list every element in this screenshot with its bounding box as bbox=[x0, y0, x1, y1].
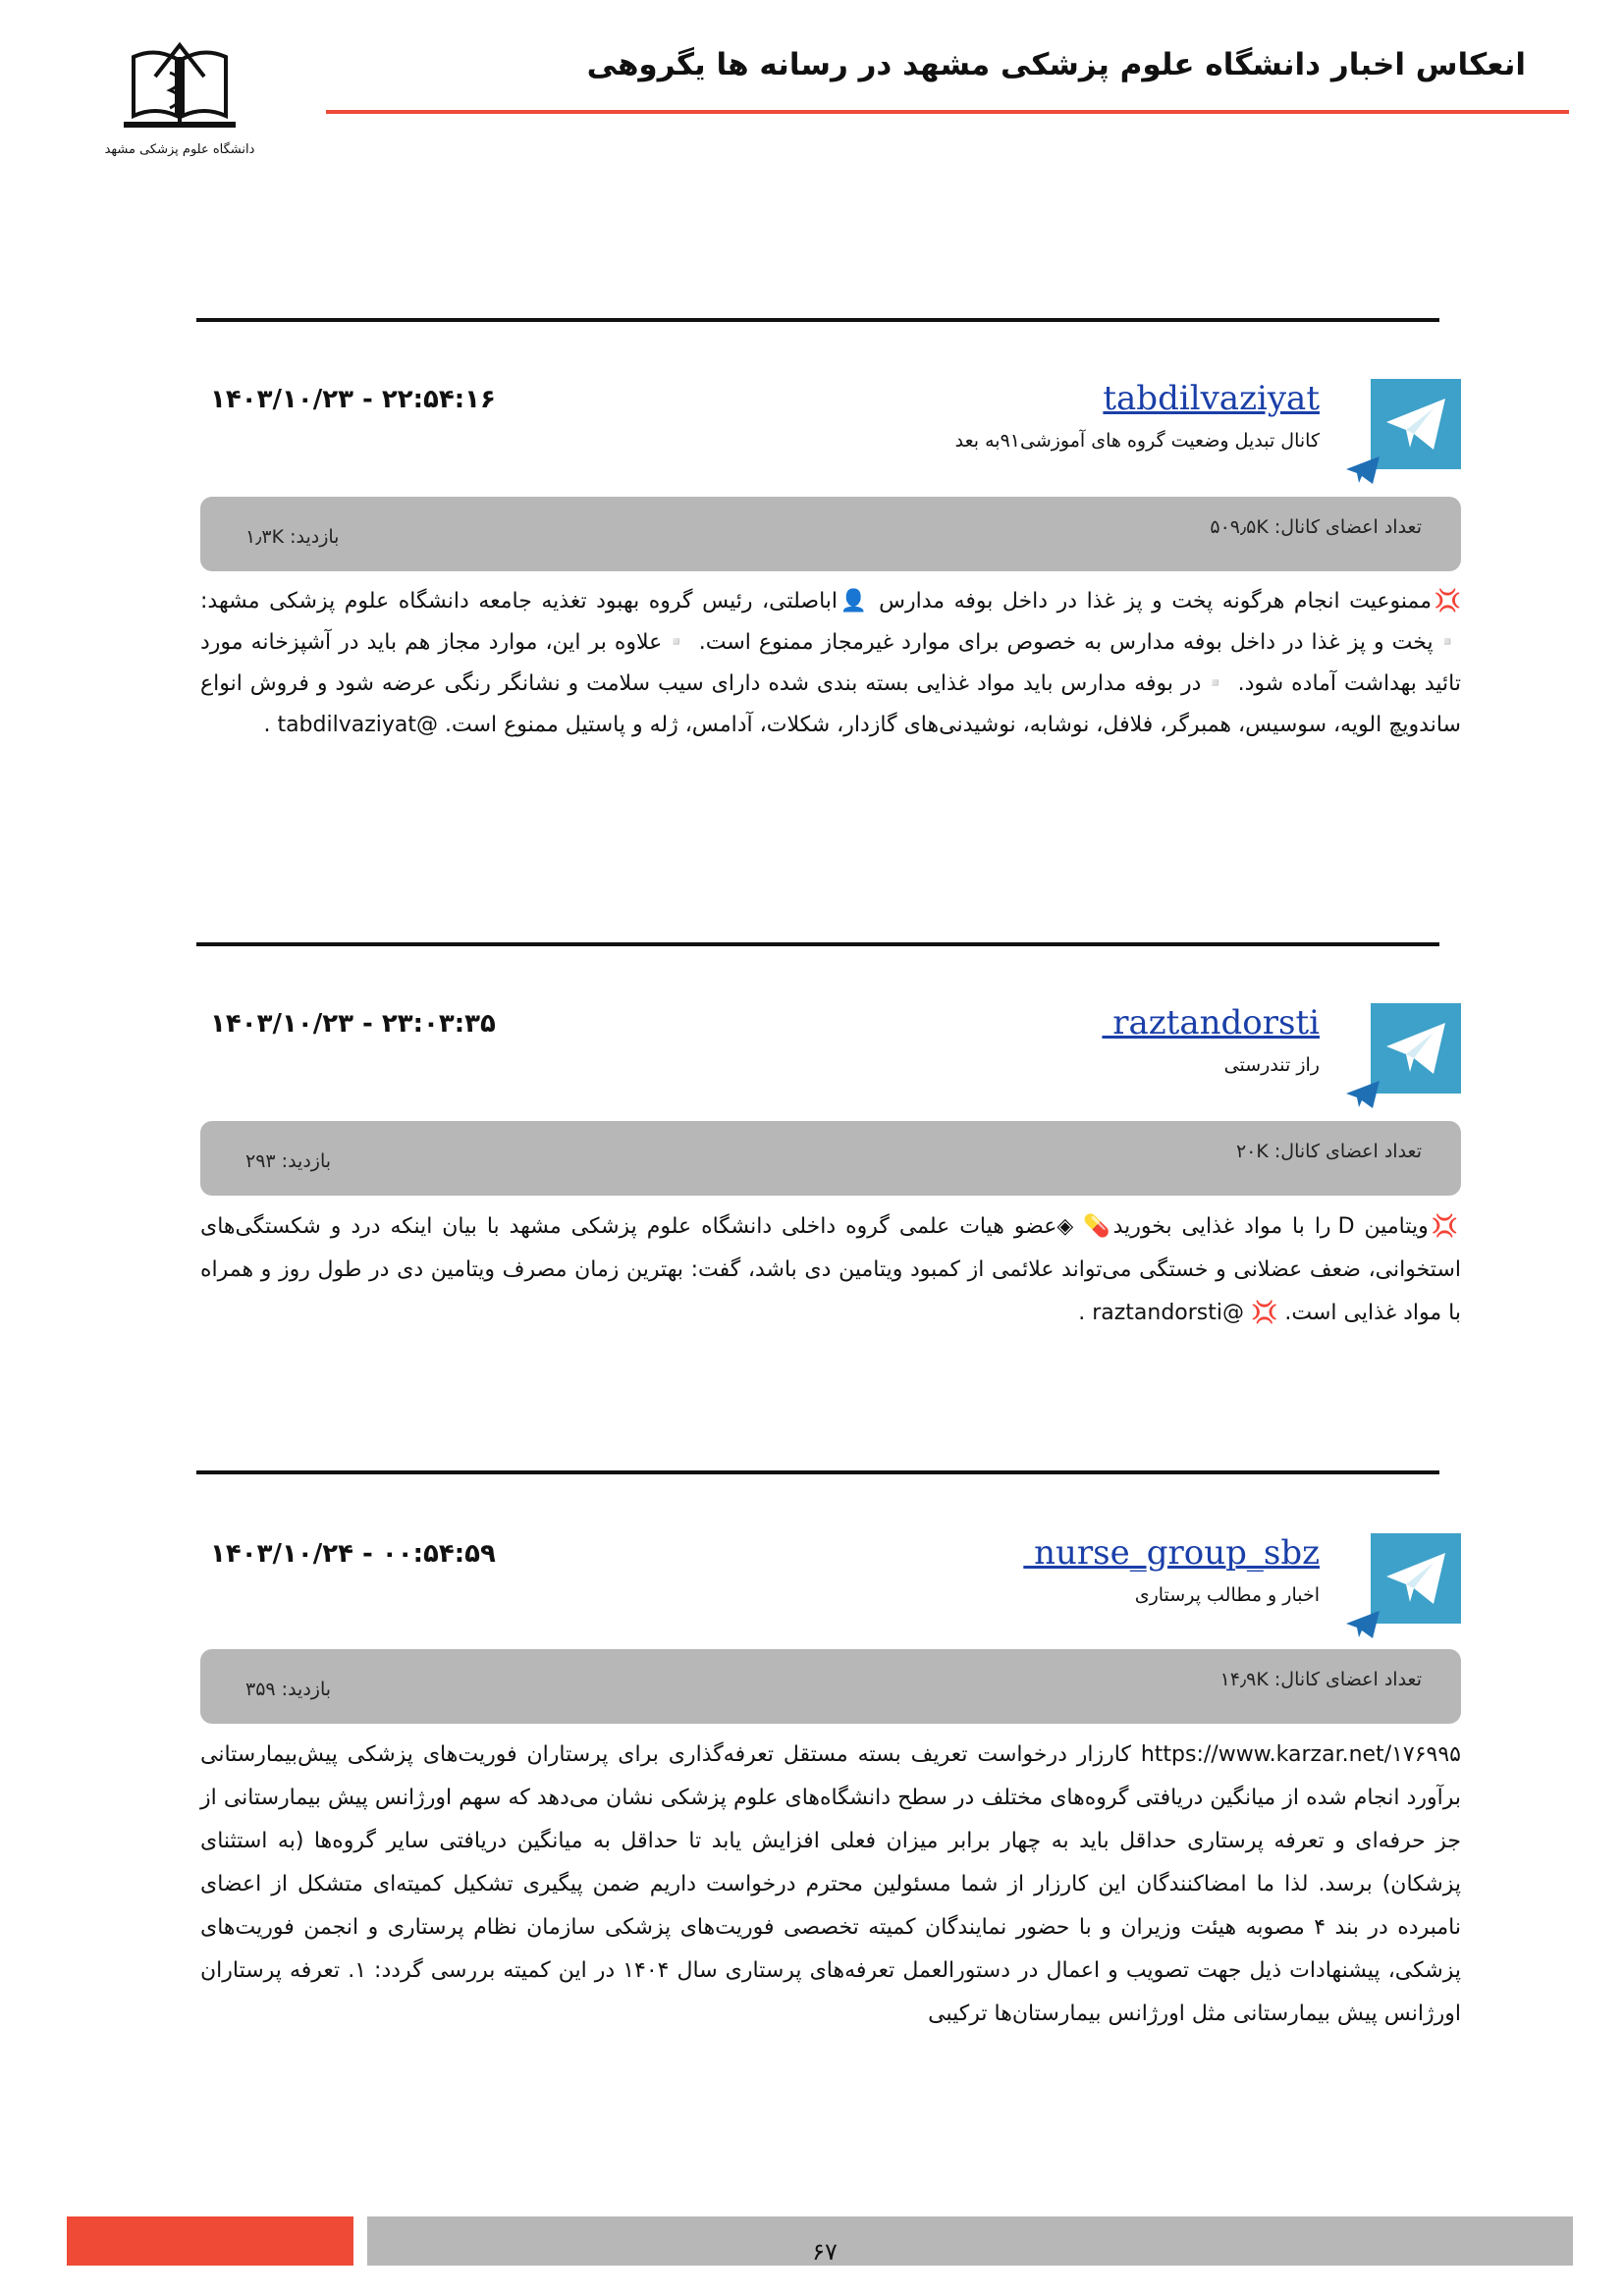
channel-members-count: تعداد اعضای کانال: ۲۰K bbox=[1235, 1141, 1422, 1162]
post-views-count: بازدید: ۳۵۹ bbox=[245, 1679, 332, 1700]
post-separator bbox=[196, 1470, 1439, 1474]
post-body: https://www.karzar.net/۱۷۶۹۹۵ کارزار درخواست تعریف بسته مستقل تعرفه‌گذاری برای پرستاران فوریت‌های پزشکی پیش‌بیمارستانی برآورد انجام شده از میانگین دریافتی گروه‌های مختلف در سطح دانشگاه‌های علوم پزشکی نشان می‌دهد که سهم اورژانس پیش بیمارستانی از جز حرفه‌ای و تعرفه پرستاری حداقل باید به چهار برابر میزان فعلی افزایش یابد تا حداقل به میانگین دریافتی سایر گروه‌ها (به استثنای پزشکان) برسد. لذا ما امضاکنندگان این کارزار از شما مسئولین محترم درخواست داریم ضمن پیگیری تشکیل کمیته‌ای متشکل از اعضای نامبرده در بند ۴ مصوبه هیئت وزیران و با حضور نمایندگان کمیته تخصصی فوریت‌های پزشکی سازمان نظام پرستاری و انجمن فوریت‌های پزشکی، پیشنهادات ذیل جهت تصویب و اعمال در دستورالعمل تعرفه‌های پرستاری سال ۱۴۰۴ در این کمیته بررسی گردد: ۱. تعرفه پرستاران اورژانس پیش بیمارستانی مثل اورژانس بیمارستان‌ها ترکیبی bbox=[200, 1742, 1461, 2026]
footer-accent-bar bbox=[67, 2216, 353, 2266]
svg-text:دانشگاه علوم پزشکی مشهد: دانشگاه علوم پزشکی مشهد bbox=[104, 142, 255, 157]
header-rule bbox=[326, 110, 1569, 114]
footer-grey-bar bbox=[367, 2216, 1573, 2266]
channel-members-count: تعداد اعضای کانال: ۱۴٫۹K bbox=[1219, 1669, 1422, 1690]
channel-name-link[interactable]: tabdilvaziyat bbox=[1103, 379, 1320, 418]
post-views-count: بازدید: ۱٫۳K bbox=[245, 526, 340, 548]
post-timestamp: ۱۴۰۳/۱۰/۲۳ - ۲۳:۰۳:۳۵ bbox=[210, 1009, 496, 1039]
channel-description: راز تندرستی bbox=[1223, 1054, 1320, 1076]
telegram-icon bbox=[1371, 1003, 1461, 1094]
telegram-icon bbox=[1371, 379, 1461, 469]
post-views-count: بازدید: ۲۹۳ bbox=[245, 1150, 332, 1172]
university-logo bbox=[104, 37, 255, 165]
post-separator bbox=[196, 942, 1439, 946]
telegram-icon bbox=[1371, 1533, 1461, 1624]
telegram-small-icon bbox=[1345, 455, 1380, 485]
post-separator bbox=[196, 318, 1439, 322]
post-body: 💢ممنوعیت انجام هرگونه پخت و پز غذا در داخل بوفه مدارس 👤اباصلتی، رئیس گروه بهبود تغذیه جامعه دانشگاه علوم پزشکی مشهد: ▫️پخت و پز غذا در داخل بوفه مدارس به خصوص برای موارد غیرمجاز ممنوع است. ▫️علاوه بر این، موارد مجاز هم باید در آشپزخانه مورد تائید بهداشت آماده شود. ▫️در بوفه مدارس باید مواد غذایی بسته بندی شده دارای سیب سلامت و نشانگر رنگی عرضه شود و فروش انواع ساندویچ الویه، سوسیس، همبرگر، فلافل، نوشابه، نوشیدنی‌های گازدار، شکلات، آدامس، ژله و پاستیل ممنوع است. @tabdilvaziyat . bbox=[200, 589, 1461, 737]
document-header-title: انعکاس اخبار دانشگاه علوم پزشکی مشهد در رسانه ها یگروهی bbox=[586, 47, 1526, 82]
post-timestamp: ۱۴۰۳/۱۰/۲۴ - ۰۰:۵۴:۵۹ bbox=[210, 1539, 496, 1569]
channel-name-link[interactable]: raztandorsti bbox=[1102, 1003, 1320, 1042]
telegram-small-icon bbox=[1345, 1080, 1380, 1109]
telegram-post bbox=[200, 379, 1461, 830]
post-body: 💢ویتامین D را با مواد غذایی بخورید💊 ◈عضو هیات علمی گروه داخلی دانشگاه علوم پزشکی مشهد با بیان اینکه درد و شکستگی‌های استخوانی، ضعف عضلانی و خستگی می‌تواند علائمی از کمبود ویتامین دی باشد، گفت: بهترین زمان مصرف ویتامین دی در طول روز و همراه با مواد غذایی است. 💢 @raztandorsti . bbox=[200, 1214, 1461, 1325]
channel-stats-bar bbox=[200, 497, 1461, 571]
channel-name-link[interactable]: nurse_group_sbz bbox=[1023, 1533, 1320, 1573]
channel-stats-bar bbox=[200, 1121, 1461, 1196]
page-number: ۶۷ bbox=[812, 2238, 838, 2266]
post-timestamp: ۱۴۰۳/۱۰/۲۳ - ۲۲:۵۴:۱۶ bbox=[210, 385, 496, 414]
telegram-small-icon bbox=[1345, 1610, 1380, 1639]
channel-members-count: تعداد اعضای کانال: ۵۰۹٫۵K bbox=[1210, 516, 1422, 538]
channel-stats-bar bbox=[200, 1649, 1461, 1724]
channel-description: اخبار و مطالب پرستاری bbox=[1134, 1584, 1320, 1606]
telegram-post bbox=[200, 1533, 1461, 2083]
telegram-post bbox=[200, 1003, 1461, 1396]
channel-description: کانال تبدیل وضعیت گروه های آموزشی۹۱به بعد bbox=[954, 430, 1320, 452]
